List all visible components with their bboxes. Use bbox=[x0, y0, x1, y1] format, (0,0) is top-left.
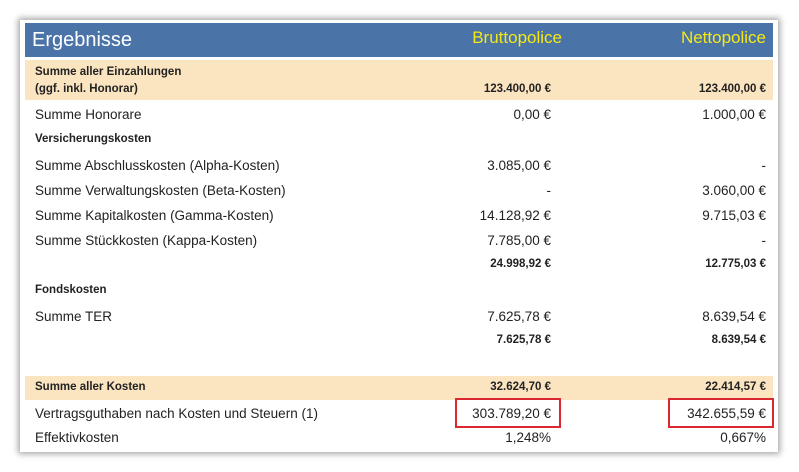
row-vertragsguthaben bbox=[25, 405, 773, 427]
value-brutto: 303.789,20 € bbox=[472, 406, 551, 421]
value-brutto: 123.400,00 € bbox=[483, 83, 551, 95]
value-netto: 0,667% bbox=[720, 430, 766, 445]
row-label: Summe aller Einzahlungen bbox=[35, 66, 182, 78]
value-netto: 8.639,54 € bbox=[702, 309, 766, 324]
row-summe-kosten bbox=[25, 376, 773, 400]
row-label: Summe aller Kosten bbox=[35, 381, 146, 393]
row-label: Effektivkosten bbox=[35, 430, 119, 445]
value-brutto: 7.785,00 € bbox=[487, 233, 551, 248]
row-alpha-kosten bbox=[25, 158, 773, 178]
value-brutto: 14.128,92 € bbox=[479, 208, 551, 223]
row-label: Summe Stückkosten (Kappa-Kosten) bbox=[35, 233, 258, 248]
row-kappa-kosten bbox=[25, 233, 773, 253]
row-label: Summe Kapitalkosten (Gamma-Kosten) bbox=[35, 208, 274, 223]
value-netto: 1.000,00 € bbox=[702, 107, 766, 122]
row-gamma-kosten bbox=[25, 208, 773, 228]
section-heading: Versicherungskosten bbox=[35, 133, 152, 145]
value-netto: 3.060,00 € bbox=[702, 183, 766, 198]
subtotal-netto: 12.775,03 € bbox=[705, 258, 766, 270]
highlight-box-netto bbox=[668, 398, 774, 428]
column-header-bruttopolice: Bruttopolice bbox=[472, 28, 562, 47]
section-fondskosten bbox=[25, 284, 773, 302]
subtotal-netto: 8.639,54 € bbox=[711, 334, 766, 346]
row-fondskosten-subtotal bbox=[25, 334, 773, 352]
row-sublabel: (ggf. inkl. Honorar) bbox=[35, 83, 138, 95]
results-panel bbox=[20, 20, 778, 452]
results-title: Ergebnisse bbox=[32, 29, 133, 51]
value-netto: - bbox=[761, 158, 766, 173]
value-netto: 9.715,03 € bbox=[702, 208, 766, 223]
column-header-nettopolice: Nettopolice bbox=[680, 28, 766, 47]
subtotal-brutto: 24.998,92 € bbox=[490, 258, 551, 270]
value-netto: 123.400,00 € bbox=[698, 83, 766, 95]
value-netto: - bbox=[761, 233, 766, 248]
row-beta-kosten bbox=[25, 183, 773, 203]
row-label: Summe Honorare bbox=[35, 107, 142, 122]
value-brutto: 0,00 € bbox=[513, 107, 551, 122]
row-label: Summe Verwaltungskosten (Beta-Kosten) bbox=[35, 183, 286, 198]
highlight-box-brutto bbox=[455, 398, 561, 428]
row-summe-ter bbox=[25, 309, 773, 329]
section-versicherungskosten bbox=[25, 133, 773, 151]
section-heading: Fondskosten bbox=[35, 284, 107, 296]
value-netto: 22.414,57 € bbox=[705, 381, 766, 393]
value-brutto: - bbox=[546, 183, 551, 198]
row-label: Summe Abschlusskosten (Alpha-Kosten) bbox=[35, 158, 280, 173]
value-brutto: 7.625,78 € bbox=[487, 309, 551, 324]
row-summe-honorare bbox=[25, 107, 773, 127]
row-summe-einzahlungen bbox=[25, 60, 773, 100]
row-label: Vertragsguthaben nach Kosten und Steuern (1) bbox=[35, 406, 318, 421]
value-brutto: 3.085,00 € bbox=[487, 158, 551, 173]
value-brutto: 32.624,70 € bbox=[490, 381, 551, 393]
row-effektivkosten bbox=[25, 430, 773, 450]
results-header bbox=[25, 23, 773, 57]
value-netto: 342.655,59 € bbox=[687, 406, 766, 421]
row-versicherungskosten-subtotal bbox=[25, 258, 773, 276]
subtotal-brutto: 7.625,78 € bbox=[496, 334, 551, 346]
row-label: Summe TER bbox=[35, 309, 113, 324]
value-brutto: 1,248% bbox=[505, 430, 551, 445]
